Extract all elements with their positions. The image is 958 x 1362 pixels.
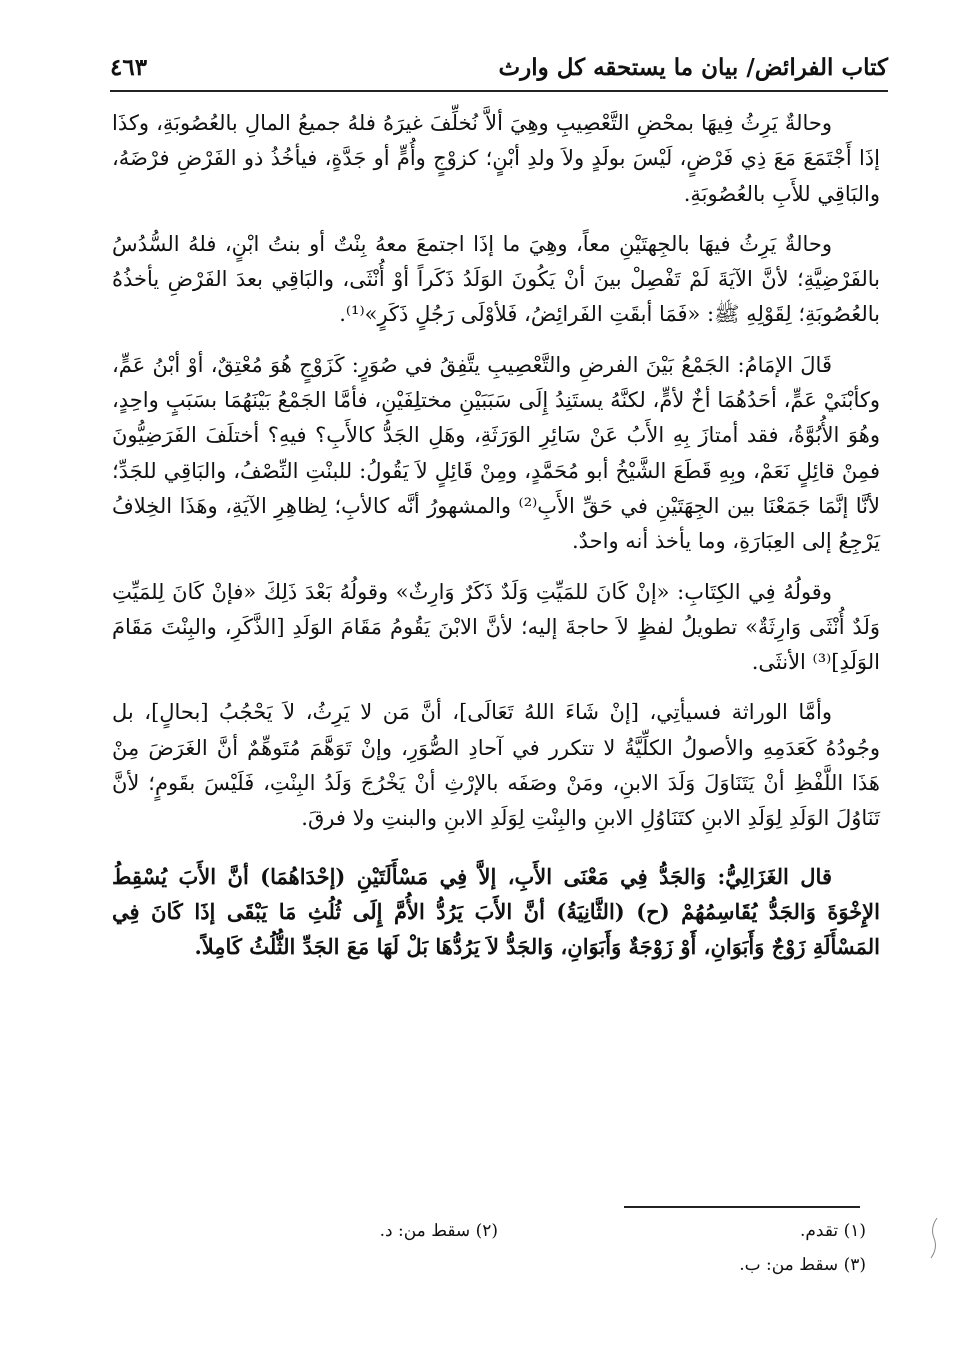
paragraph-3: قَالَ الإمَامُ: الجَمْعُ بَيْنَ الفرضِ والتَّعْصِيبِ يتَّفِقُ في صُوَرٍ: كَزَوْجٍ هُوَ مُعْتِقٌ، أوْ أبْنُ عَمٍّ، وكأبْنَيْ عَمٍّ، أحَدُهُمَا أخٌ لأمٍّ، لكنَّهُ يستَنِدُ إِلَى سَبَبَيْنِ مختلِفَيْنِ، فأمَّا الجَمْعُ بَيْنَهُمَا بسَبَبٍ واحِدٍ، وهُوَ الأُبُوَّةُ، فقد أمتازَ بِهِ الأَبُ عَنْ سَائِرِ الوَرَثَةِ، وهَلِ الجَدُّ كالأَبِ؟ فيهِ؟ أختلَفَ الفَرَضِيُّونَ فمِنْ قائِلٍ نَعَمْ، وبِهِ قَطَعَ الشَّيْخُ أبو مُحَمَّدٍ، ومِنْ قَائِلٍ لاَ يَقُولُ: للبنْتِ النِّصْفُ، والبَاقِي للجَدِّ؛ لأنَّا إنَّمَا جَمَعْنَا بين الجِهَتَيْنِ في حَقِّ الأَبِ⁽²⁾ والمشهورُ أنَّه كالأبِ؛ لِظاهِرِ الآيَةِ، وهَذَا الخِلافُ يَرْجِعُ إلى العِبَارَةِ، وما يأخذ أنه واحدٌ. <box>112 352 880 554</box>
footnote-divider <box>624 1206 860 1208</box>
paragraph-1: وحالةٌ يَرِثُ فِيهَا بمحْضِ التَّعْصِيبِ وهِيَ ألاَّ نُخلِّفَ غيرَهُ فلهُ جميعُ المالِ بالعُصُوبَةِ، وكذَا إذَا أَجْتَمَعَ مَعَ ذِي فَرْضٍ، لَيْسَ بولَدٍ ولاَ ولدِ أبْنٍ؛ كزوْجٍ وأُمٍّ أو جَدَّةٍ، فيأخُذُ ذو الفَرْضِ فرْضَهُ، والبَاقِي للأَبِ بالعُصُوبَةِ. <box>112 111 880 206</box>
running-header <box>110 50 888 90</box>
header-divider <box>110 90 888 92</box>
margin-bracket-mark <box>928 1216 940 1260</box>
paragraph-5: وأمَّا الوراثة فسيأتِي، [إنْ شَاءَ اللهُ تَعَالَى]، أنَّ مَن لا يَرِثُ، لاَ يَحْجُبُ [بحالٍ]، بل وجُودُهُ كَعَدَمِهِ والأصولُ الكلِّيَّةُ لا تتكرر في آحادِ الصُّوَرِ، وإنْ تَوَهَّمَ مُتَوهِّمٌ أنَّ الغَرَضَ مِنْ هَذَا اللَّفْظِ أنْ يَتَنَاوَلَ وَلَدَ الابنِ، ومَنْ وصَفَه بالإرْثِ أنْ يَخْرُجَ وَلَدُ البِنْتِ، فَلَيْسَ بقَومٍ؛ لأنَّ تَنَاوُلَ الوَلَدِ لِوَلَدِ الابنِ كتَنَاوُلِ الابنِ والبِنْتِ لِوَلَدِ الابنِ والبنتِ ولا فرقَ. <box>112 700 880 831</box>
paragraph-4: وقولُهُ فِي الكِتَابِ: «إنْ كَانَ للمَيِّتِ وَلَدٌ ذَكَرٌ وَارِثٌ» وقولُهُ بَعْدَ ذَلِكَ «فإنْ كَانَ لِلمَيِّتِ وَلَدٌ أُنْثَى وَارِثَةٌ» تطويلُ لفظٍ لاَ حاجةَ إليه؛ لأنَّ الابْنَ يَقُومُ مَقَامَ الوَلَدِ [الذَّكَرِ، والبِنْتَ مَقَامَ الوَلَدِ]⁽³⁾ الأنثَى. <box>112 579 880 675</box>
chapter-title: كتاب الفرائض/ بيان ما يستحقه كل وارث <box>498 54 888 81</box>
footnotes <box>150 1214 866 1282</box>
page-number: ٤٦٣ <box>110 54 148 81</box>
footnote-1: (١) تقدم. <box>799 1221 866 1241</box>
footnote-row <box>150 1214 866 1248</box>
footnote-row <box>150 1248 866 1282</box>
paragraph-2: وحالةٌ يَرِثُ فيهَا بالجِهتَيْنِ معاً، وهِيَ ما إذَا اجتمعَ معهُ بِنْتٌ أو بنتُ ابْنٍ، فلهُ السُّدُسُ بالفَرْضِيَّةِ؛ لأنَّ الآيَةَ لَمْ تَفْصِلْ بينَ أنْ يَكُونَ الوَلَدُ ذَكَراً أوْ أُنْثَى، والبَاقِي بعدَ الفَرْضِ يأخذُهُ بالعُصُوبَةِ؛ لِقَوْلِهِ ﷺ: «فَمَا أبقَتِ الفَرائِضُ، فَلأوْلَى رَجُلٍ ذَكَرٍ»⁽¹⁾. <box>112 231 880 327</box>
main-text <box>112 106 880 980</box>
footnote-3: (٣) سقط من: ب. <box>739 1255 866 1275</box>
ghazali-quote-paragraph: قال الغَزَالِيُّ: وَالجَدُّ فِي مَعْنَى الأَبِ، إلاَّ فِي مَسْأَلَتَيْنِ (إحْدَاهُمَا) أنَّ الأَبَ يُسْقِطُ الإِخْوَةَ وَالجَدُّ يُقَاسِمُهُمْ (ح) (الثَّانِيَةُ) أنَّ الأَبَ يَرُدُّ الأُمَّ إِلَى ثُلُثِ مَا يَبْقَى إذَا كَانَ فِي المَسْأَلَةِ زَوْجٌ وَأَبَوَانِ، أَوْ زَوْجَةٌ وَأَبَوَانِ، وَالجَدُّ لاَ يَرُدُّهَا بَلْ لَهَا مَعَ الجَدِّ الثُّلُثُ كَامِلاً. <box>112 863 880 960</box>
footnote-2: (٢) سقط من: د. <box>379 1221 498 1241</box>
